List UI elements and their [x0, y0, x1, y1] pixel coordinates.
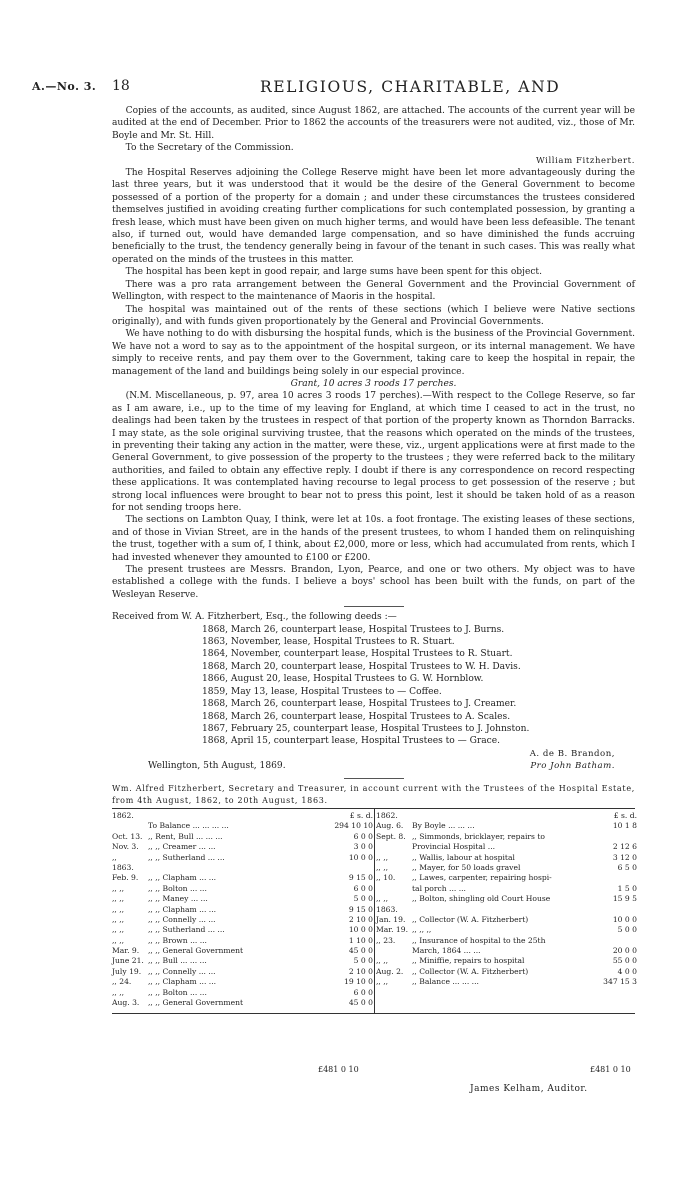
- entry-amount: 6 0 0: [353, 831, 373, 841]
- table-row: [376, 832, 637, 842]
- table-row: [376, 967, 637, 977]
- entry-amount: 4 0 0: [617, 966, 637, 976]
- entry-description: [412, 905, 593, 915]
- entry-amount: 45 0 0: [348, 998, 373, 1008]
- table-row: [112, 988, 373, 998]
- entry-amount: 10 0 0: [348, 852, 373, 862]
- table-row: [376, 946, 637, 956]
- list-item: 1868, March 26, counterpart lease, Hospital Trustees to A. Scales.: [202, 711, 511, 722]
- table-row: [376, 956, 637, 966]
- table-row: [112, 853, 373, 863]
- table-row: [376, 863, 637, 873]
- table-row: [376, 873, 637, 883]
- text-body: [112, 105, 635, 807]
- received-line: Received from W. A. Fitzherbert, Esq., the following deeds :—: [112, 612, 397, 623]
- entry-description: ,, Insurance of hospital to the 25th: [412, 935, 546, 945]
- table-header-row: [376, 811, 637, 821]
- entry-amount: 2 10 0: [348, 914, 373, 924]
- entry-date: ,, ,,: [112, 883, 125, 893]
- entry-date: Feb. 9.: [112, 873, 139, 883]
- entry-amount: [593, 873, 637, 883]
- entry-amount: [593, 936, 637, 946]
- entry-date: 1863.: [376, 904, 398, 914]
- year-label: 1862.: [376, 811, 398, 820]
- entry-date: ,, 23.: [376, 935, 396, 945]
- list-item: 1868, April 15, counterpart lease, Hospital Trustees to — Grace.: [202, 736, 501, 747]
- entry-description: ,, ,, Sutherland ... ...: [148, 925, 225, 935]
- entry-amount: 1 5 0: [617, 883, 637, 893]
- list-item: 1868, March 26, counterpart lease, Hospital Trustees to J. Creamer.: [202, 699, 517, 710]
- paragraph: The Hospital Reserves adjoining the College Reserve might have been let more advantageously during the last three years, but it was understood that it would be the desire of the General Government to become possessed of a portion of the property for a domain ; and under these circumstances the trustees considered themselves justified in avoiding creating further complications for such contemplated possession, by granting a fresh lease, which must have been given on much higher terms, and would have been less defeasible. The tenant also, if turned out, would have demanded large compensation, and so have diminished the funds accruing beneficially to the trust, the tendency generally being in favour of the tenant in such cases. This was really what operated on the minds of the trustees in this matter.: [112, 168, 635, 265]
- entry-date: July 19.: [112, 966, 142, 976]
- entry-date: ,, ,,: [376, 852, 389, 862]
- to-line: To the Secretary of the Commission.: [125, 143, 294, 154]
- entry-date: ,, ,,: [376, 977, 389, 987]
- entry-description: ,, ,, Bolton ... ...: [148, 987, 207, 997]
- entry-amount: 55 0 0: [612, 956, 637, 966]
- entry-description: ,, ,, Brown ... ...: [148, 935, 207, 945]
- paragraph: The hospital was maintained out of the rents of these sections (which I believe were Native sections originally), and with funds given proportionately by the General and Provincial Governments.: [112, 304, 635, 327]
- page-title: RELIGIOUS, CHARITABLE, AND: [260, 78, 561, 96]
- entry-amount: [593, 905, 637, 915]
- paragraph: We have nothing to do with disbursing the hospital funds, which is the business of the Provincial Government. We have not a word to say as to the appointment of the hospital surgeon, or its internal management. We have simply to receive rents, and pay them over to the Government, taking care to keep the hospital in repair, the management of the land and buildings being solely in our especial province.: [112, 329, 635, 377]
- pro-signature: Pro John Batham.: [530, 761, 615, 772]
- entry-amount: 10 0 0: [612, 914, 637, 924]
- entry-date: Aug. 3.: [112, 998, 140, 1008]
- list-item: 1868, March 26, counterpart lease, Hospital Trustees to J. Burns.: [202, 624, 505, 635]
- entry-date: Nov. 3.: [112, 842, 139, 852]
- entry-date: ,, ,,: [112, 904, 125, 914]
- table-row: [112, 967, 373, 977]
- list-item: 1864, November, counterpart lease, Hospital Trustees to R. Stuart.: [202, 649, 513, 660]
- entry-description: ,, Miniffie, repairs to hospital: [412, 956, 525, 966]
- page-header: [0, 78, 700, 98]
- table-row: [112, 905, 373, 915]
- table-row: [112, 946, 373, 956]
- table-row: [112, 863, 373, 873]
- entry-amount: 3 12 0: [612, 852, 637, 862]
- entry-description: ,, Collector (W. A. Fitzherbert): [412, 966, 529, 976]
- entry-amount: 5 0 0: [353, 894, 373, 904]
- list-item: 1868, March 20, counterpart lease, Hospital Trustees to W. H. Davis.: [202, 661, 521, 672]
- entry-date: ,, ,,: [376, 862, 389, 872]
- entry-date: [376, 842, 412, 852]
- entry-amount: 2 12 6: [612, 842, 637, 852]
- entry-description: ,, Rent, Bull ... ... ...: [148, 831, 223, 841]
- entry-description: By Boyle ... ... ...: [412, 821, 475, 831]
- receipts-column: [112, 811, 373, 1008]
- paragraph: (N.M. Miscellaneous, p. 97, area 10 acres 3 roods 17 perches).—With respect to the College Reserve, so far as I am aware, i.e., up to the time of my leaving for England, at which time I ceased to act in the trust, no dealings had been taken by the trustees in respect of that portion of the property known as Thorndon Barracks. I may state, as the sole original surviving trustee, that the reasons which operated on the minds of the trustees, in preventing their taking any action in the matter, were these, viz., urgent applications were at first made to the General Government, to give possession of the property to the trustees ; they were referred back to the military authorities, and failed to obtain any effective reply. I doubt if there is any correspondence on record respecting these applications. It was contemplated having recourse to legal process to get possession of the reserve ; but strong local influences were brought to bear not to press this point, lest it should be taken hold of as a reason for not sending troops here.: [112, 391, 635, 513]
- entry-date: [376, 884, 412, 894]
- entry-date: ,, ,,: [112, 987, 125, 997]
- table-row: [112, 998, 373, 1008]
- entry-description: tal porch ... ...: [412, 883, 466, 893]
- entry-description: March, 1864 ... ...: [412, 946, 481, 956]
- table-row: [376, 925, 637, 935]
- entry-date: Mar. 9.: [112, 946, 140, 956]
- page-number: 18: [112, 78, 130, 94]
- entry-date: Mar. 19.: [376, 925, 409, 935]
- entry-date: ,, ,,: [376, 956, 389, 966]
- entry-description: ,, Wallis, labour at hospital: [412, 852, 515, 862]
- entry-amount: 6 0 0: [353, 987, 373, 997]
- place-date: Wellington, 5th August, 1869.: [148, 761, 286, 772]
- entry-description: To Balance ... ... ... ...: [148, 821, 229, 831]
- entry-description: ,, ,, Bolton ... ...: [148, 883, 207, 893]
- entry-amount: 9 15 0: [348, 873, 373, 883]
- paragraph: There was a pro rata arrangement between the General Government and the Provincial Government of Wellington, with respect to the maintenance of Maoris in the hospital.: [112, 279, 635, 303]
- entry-amount: 45 0 0: [348, 946, 373, 956]
- table-row: [376, 905, 637, 915]
- account-table: [112, 808, 635, 1014]
- entry-description: ,, ,, Clapham ... ...: [148, 904, 217, 914]
- entry-description: ,, Balance ... ... ...: [412, 977, 479, 987]
- entry-date: Jan. 19.: [376, 914, 406, 924]
- entry-description: ,, ,, Bull ... ... ...: [148, 956, 207, 966]
- grant-heading: Grant, 10 acres 3 roods 17 perches.: [290, 378, 457, 389]
- entry-description: ,, ,, Creamer ... ...: [148, 842, 216, 852]
- entry-amount: 347 15 3: [603, 977, 637, 987]
- column-divider: [374, 809, 375, 1013]
- table-header-row: [112, 811, 373, 821]
- entry-date: 1863.: [112, 862, 134, 872]
- list-item: 1867, February 25, counterpart lease, Hospital Trustees to J. Johnston.: [202, 723, 530, 734]
- entry-amount: 15 9 5: [612, 894, 637, 904]
- table-row: [112, 873, 373, 883]
- entry-date: [112, 821, 148, 831]
- entry-description: ,, Collector (W. A. Fitzherbert): [412, 914, 529, 924]
- entry-date: ,, ,,: [112, 925, 125, 935]
- currency-header: £ s. d.: [349, 811, 373, 820]
- entry-description: [148, 863, 329, 873]
- entry-amount: 3 0 0: [353, 842, 373, 852]
- entry-description: ,, ,, Connelly ... ...: [148, 914, 216, 924]
- entry-amount: 19 10 0: [344, 977, 373, 987]
- paragraph: The sections on Lambton Quay, I think, were let at 10s. a foot frontage. The existing leases of these sections, and of those in Vivian Street, are in the hands of the present trustees, to whom I handed them on relinquishing the trust, together with a sum of, I think, about £2,000, more or less, which had accumulated from rents, which I had invested whenever they amounted to £100 or £200.: [112, 515, 635, 563]
- entry-description: ,, Bolton, shingling old Court House: [412, 894, 551, 904]
- table-row: [376, 977, 637, 987]
- entry-date: Oct. 13.: [112, 831, 143, 841]
- entry-amount: 294 10 10: [334, 821, 373, 831]
- entry-date: ,, ,,: [112, 935, 125, 945]
- table-row: [112, 936, 373, 946]
- entry-date: Aug. 2.: [376, 966, 404, 976]
- table-row: [112, 842, 373, 852]
- entry-amount: 6 0 0: [353, 883, 373, 893]
- table-row: [376, 884, 637, 894]
- table-row: [376, 936, 637, 946]
- entry-amount: 5 0 0: [617, 925, 637, 935]
- signature: A. de B. Brandon,: [529, 748, 615, 759]
- table-row: [112, 821, 373, 831]
- currency-header: £ s. d.: [613, 811, 637, 820]
- entry-amount: 5 0 0: [353, 956, 373, 966]
- table-row: [112, 925, 373, 935]
- entry-description: ,, ,, General Government: [148, 946, 244, 956]
- entry-description: Provincial Hospital ...: [412, 842, 496, 852]
- table-row: [376, 915, 637, 925]
- auditor-signature: James Kelham, Auditor.: [470, 1084, 588, 1094]
- entry-description: ,, ,, Clapham ... ...: [148, 977, 217, 987]
- paragraph: The hospital has been kept in good repair, and large sums have been spent for this object.: [125, 267, 542, 278]
- year-label: 1862.: [112, 811, 134, 820]
- entry-date: ,,: [112, 852, 117, 862]
- table-row: [376, 853, 637, 863]
- entry-date: ,, 10.: [376, 873, 396, 883]
- entry-description: ,, Mayer, for 50 loads gravel: [412, 862, 521, 872]
- entry-amount: [593, 832, 637, 842]
- entry-date: ,, ,,: [112, 914, 125, 924]
- entry-description: ,, Lawes, carpenter, repairing hospi-: [412, 873, 552, 883]
- paragraph: Copies of the accounts, as audited, since August 1862, are attached. The accounts of the current year will be audited at the end of December. Prior to 1862 the accounts of the treasurers were not audited, viz., those of Mr. Boyle and Mr. St. Hill.: [112, 106, 635, 141]
- payments-column: [376, 811, 637, 988]
- list-item: 1859, May 13, lease, Hospital Trustees to — Coffee.: [202, 686, 442, 697]
- entry-amount: 10 1 8: [612, 821, 637, 831]
- entry-description: ,, ,, General Government: [148, 998, 244, 1008]
- entry-amount: 10 0 0: [348, 925, 373, 935]
- table-row: [376, 894, 637, 904]
- entry-amount: 20 0 0: [612, 946, 637, 956]
- divider: [344, 606, 404, 607]
- entry-description: ,, ,, Clapham ... ...: [148, 873, 217, 883]
- paragraph: The present trustees are Messrs. Brandon, Lyon, Pearce, and one or two others. My object was to have established a college with the funds. I believe a boys' school has been built with the funds, on part of the Wesleyan Reserve.: [112, 565, 635, 600]
- table-row: [112, 832, 373, 842]
- entry-date: ,, ,,: [112, 894, 125, 904]
- date-line: [112, 760, 635, 772]
- entry-date: [376, 946, 412, 956]
- entry-date: Sept. 8.: [376, 831, 406, 841]
- table-row: [112, 894, 373, 904]
- entry-amount: 6 5 0: [617, 862, 637, 872]
- paper-label: A.—No. 3.: [32, 80, 97, 93]
- entry-date: ,, 24.: [112, 977, 132, 987]
- entry-description: ,, Simmonds, bricklayer, repairs to: [412, 831, 545, 841]
- entry-description: ,, ,, ,,: [412, 925, 432, 935]
- deeds-list: [112, 624, 635, 748]
- entry-date: June 21.: [112, 956, 144, 966]
- table-row: [376, 842, 637, 852]
- table-row: [112, 956, 373, 966]
- table-row: [112, 915, 373, 925]
- entry-description: ,, ,, Sutherland ... ...: [148, 852, 225, 862]
- entry-amount: 9 15 0: [348, 904, 373, 914]
- entry-amount: [329, 863, 373, 873]
- divider: [344, 778, 404, 779]
- account-heading: Wm. Alfred Fitzherbert, Secretary and Treasurer, in account current with the Trustees of the Hospital Estate, from 4th August, 1862, to 20th August, 1863.: [112, 783, 635, 805]
- entry-amount: 1 10 0: [348, 935, 373, 945]
- signature: William Fitzherbert.: [535, 155, 635, 166]
- table-row: [112, 884, 373, 894]
- entry-description: ,, ,, Connelly ... ...: [148, 966, 216, 976]
- entry-description: ,, ,, Maney ... ...: [148, 894, 208, 904]
- entry-date: ,, ,,: [376, 894, 389, 904]
- entry-amount: 2 10 0: [348, 966, 373, 976]
- entry-date: Aug. 6.: [376, 821, 404, 831]
- list-item: 1866, August 20, lease, Hospital Trustees to G. W. Hornblow.: [202, 674, 484, 685]
- list-item: 1863, November, lease, Hospital Trustees to R. Stuart.: [202, 637, 455, 648]
- table-row: [376, 821, 637, 831]
- left-total: £481 0 10: [318, 1065, 359, 1074]
- right-total: £481 0 10: [590, 1065, 631, 1074]
- table-row: [112, 977, 373, 987]
